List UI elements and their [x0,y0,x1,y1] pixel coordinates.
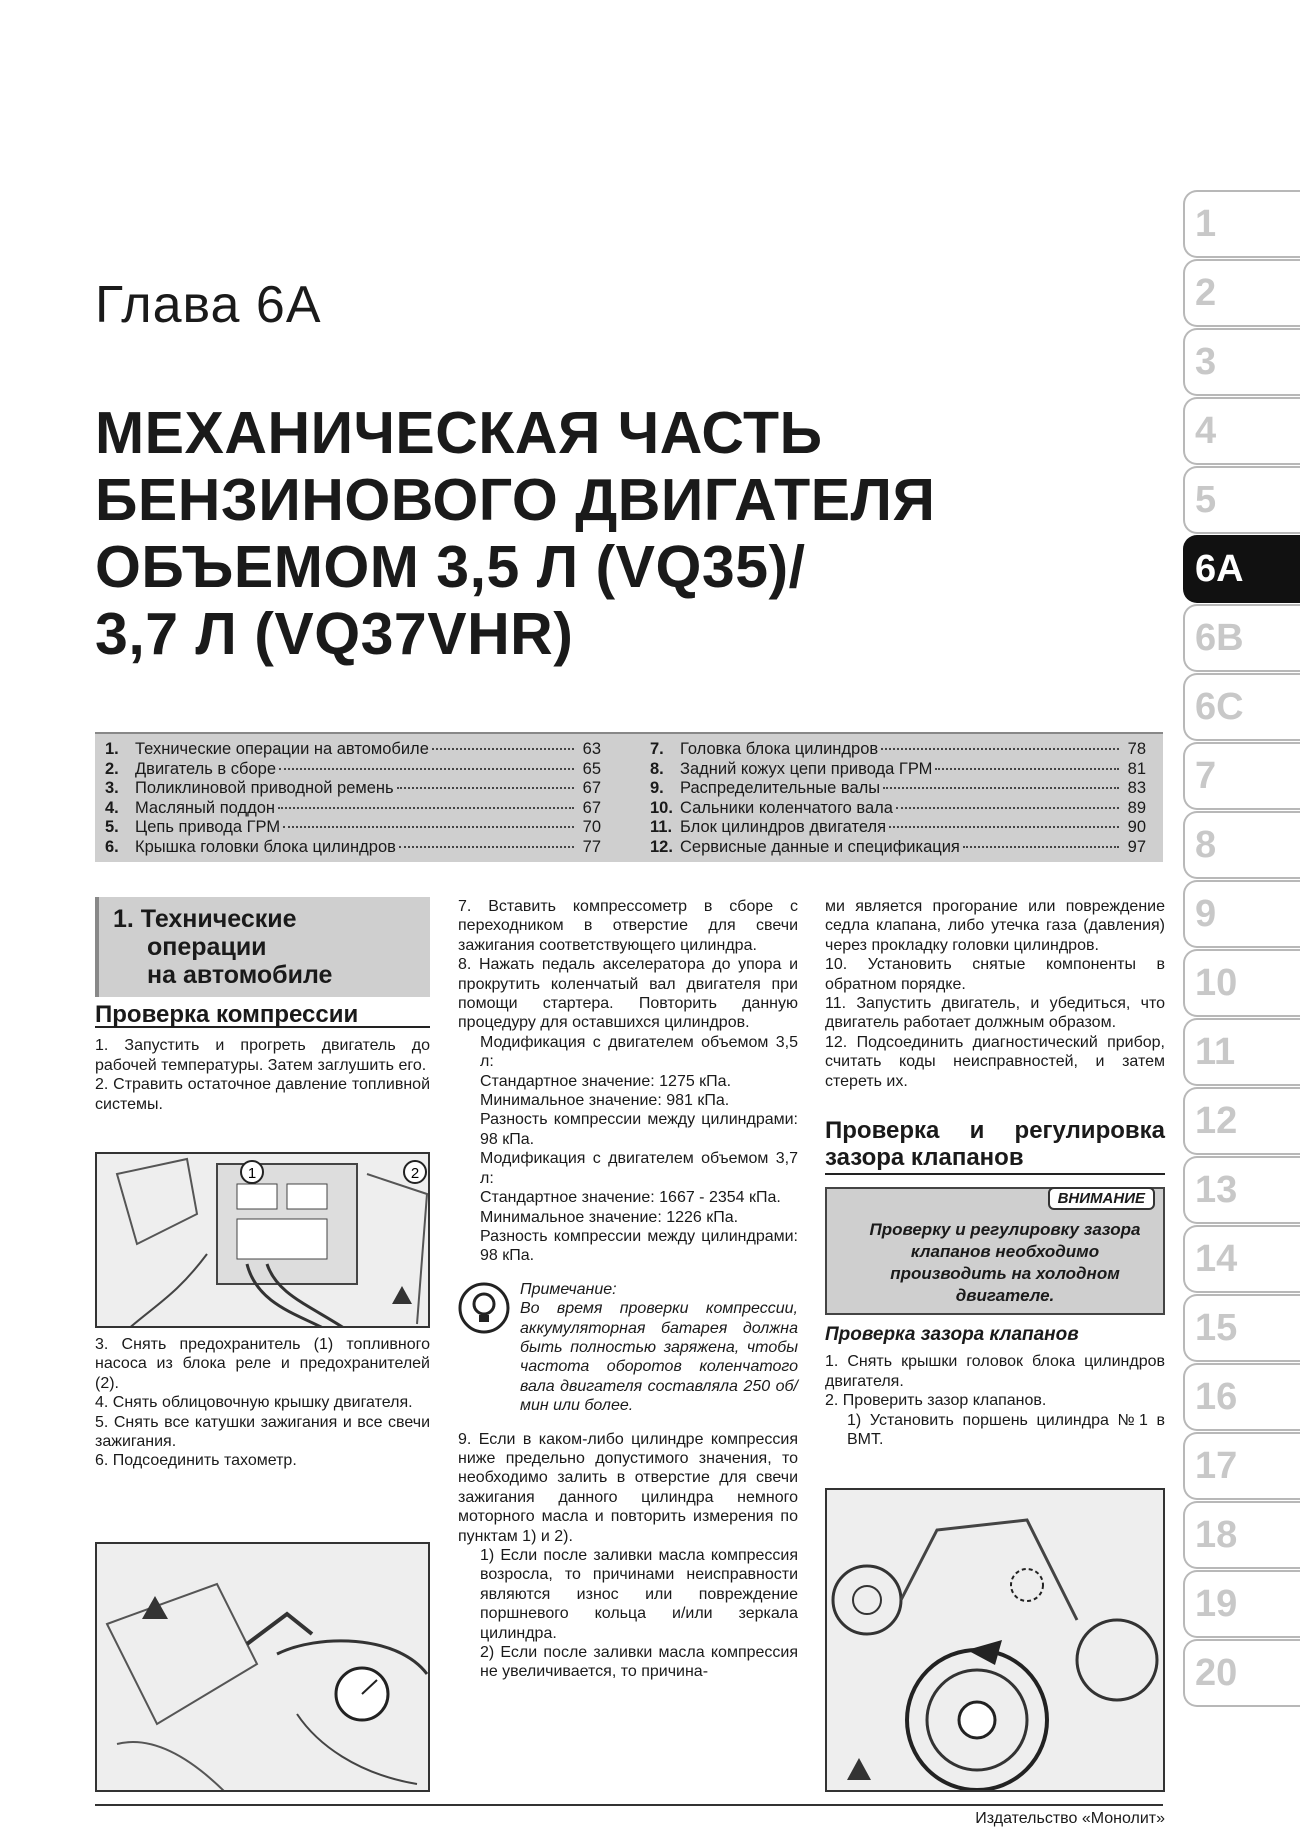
difference-37: Разность компрессии между цилиндрами: 98 кПа. [480,1227,798,1265]
toc-entry-label: Поликлиновой приводной ремень [135,779,394,798]
toc-entry-label: Крышка головки блока цилиндров [135,837,396,856]
callout-2: 2 [410,1165,420,1182]
column-3 [825,897,1165,1450]
note-title: Примечание: [520,1280,617,1298]
chapter-tab[interactable]: 2 [1183,259,1300,327]
warning-label: ВНИМАНИЕ [1048,1187,1155,1210]
toc-entry-page: 78 [1127,740,1146,758]
page-title [95,400,1075,668]
valve-check-subheading: Проверка зазора клапанов [825,1324,1079,1346]
toc-entry[interactable] [650,838,1146,858]
toc-entry[interactable] [105,740,601,760]
toc-entry-label: Двигатель в сборе [135,759,277,778]
toc-entry-label: Головка блока цилиндров [680,740,879,758]
step-5: 5. Снять все катушки зажигания и все свечи зажигания. [95,1413,430,1451]
chapter-tab[interactable]: 16 [1183,1363,1300,1431]
chapter-tab[interactable]: 14 [1183,1225,1300,1293]
compression-heading: Проверка компрессии [95,1005,430,1028]
toc-leader-dots [883,787,1119,789]
toc-entry[interactable] [105,760,601,780]
toc-entry-number: 8. [650,759,664,778]
chapter-tab[interactable]: 6С [1183,673,1300,741]
difference-35: Разность компрессии между цилиндрами: 98 кПа. [480,1111,798,1148]
valve-clearance-heading: Проверка и регулировка зазора клапанов [825,1117,1165,1175]
toc-entry-number: 10. [650,798,673,817]
chapter-tab[interactable]: 13 [1183,1156,1300,1224]
continued-text: ми является прогорание или повреждение седла клапана, либо утечка газа (давления) через прокладку головки цилиндров. [825,898,1165,954]
toc-entry-page: 65 [582,759,601,778]
toc-leader-dots [278,807,574,809]
crankshaft-pulley-figure [825,1488,1165,1792]
toc-entry-label: Блок цилиндров двигателя [680,818,887,837]
step-7: 7. Вставить компрессометр в сборе с переходником в отверстие для свечи зажигания соответствующего цилиндра. [458,898,798,954]
note-lamp-icon [458,1282,510,1334]
chapter-tab[interactable]: 11 [1183,1018,1300,1086]
toc-leader-dots [896,807,1119,809]
toc-leader-dots [935,768,1119,770]
step-9-case-1: 1) Если после заливки масла компрессия возросла, то причинами неисправности являются износ или повреждение поршневого кольца и/или зеркала цилиндра. [480,1547,798,1642]
title-line: МЕХАНИЧЕСКАЯ ЧАСТЬ [95,400,823,466]
valve-step-2: 2. Проверить зазор клапанов. [825,1392,1047,1410]
toc-entry-number: 1. [105,740,119,758]
minimum-value-37: Минимальное значение: 1226 кПа. [480,1208,739,1226]
valve-step-2-1: 1) Установить поршень цилиндра №1 в ВМТ. [847,1411,1165,1449]
toc-entry-number: 12. [650,837,673,856]
modification-35: Модификация с двигателем объемом 3,5 л: [480,1033,798,1071]
step-4: 4. Снять облицовочную крышку двигателя. [95,1394,413,1412]
toc-entry-number: 5. [105,818,119,837]
standard-value-37: Стандартное значение: 1667 - 2354 кПа. [480,1189,781,1207]
toc-entry[interactable] [105,799,601,819]
toc-leader-dots [283,826,574,828]
toc-entry[interactable] [105,838,601,858]
modification-37: Модификация с двигателем объемом 3,7 л: [480,1150,798,1187]
toc-entry[interactable] [105,779,601,799]
engine-fuse-figure [95,1152,430,1328]
toc-entry-label: Масляный поддон [135,798,275,817]
valve-step-1: 1. Снять крышки головок блока цилиндров двигателя. [825,1353,1165,1390]
toc-entry-number: 11. [650,818,673,837]
title-line: ОБЪЕМОМ 3,5 Л (VQ35)/ [95,534,806,600]
toc-entry-label: Технические операции на автомобиле [135,740,429,758]
callout-1: 1 [247,1165,257,1182]
toc-entry-number: 4. [105,798,119,817]
table-of-contents [95,732,1163,862]
column-1-continued [95,1335,430,1471]
toc-entry-page: 89 [1127,798,1146,817]
step-11: 11. Запустить двигатель, и убедиться, что двигатель работает должным образом. [825,995,1165,1032]
toc-entry-page: 77 [582,837,601,856]
publisher: Издательство «Монолит» [975,1810,1165,1827]
crankshaft-pulley-illustration [827,1490,1165,1792]
column-2 [458,897,798,1682]
chapter-tab[interactable]: 9 [1183,880,1300,948]
chapter-tab[interactable]: 7 [1183,742,1300,810]
chapter-tab[interactable]: 5 [1183,466,1300,534]
chapter-tab[interactable]: 6В [1183,604,1300,672]
step-9: 9. Если в каком-либо цилиндре компрессия ниже предельно допустимого значения, то необходимо залить в отверстие для свечи зажигания данного цилиндра немного моторного масла и повторить измерения по пунктам 1) и 2). [458,1430,798,1545]
chapter-tab[interactable]: 10 [1183,949,1300,1017]
toc-entry[interactable] [105,818,601,838]
toc-entry[interactable] [650,818,1146,838]
toc-entry-page: 97 [1127,837,1146,856]
toc-entry-number: 6. [105,837,119,856]
toc-entry[interactable] [650,779,1146,799]
engine-fuse-illustration [97,1154,430,1328]
toc-entry-page: 70 [582,818,601,837]
toc-entry-label: Цепь привода ГРМ [135,818,281,837]
chapter-tab[interactable]: 15 [1183,1294,1300,1362]
step-10: 10. Установить снятые компоненты в обратном порядке. [825,956,1165,993]
toc-entry-label: Распределительные валы [680,779,881,798]
step-1: 1. Запустить и прогреть двигатель до рабочей температуры. Затем заглушить его. [95,1037,430,1074]
section-title-line: 1. Технические [113,905,297,933]
chapter-tab[interactable]: 12 [1183,1087,1300,1155]
standard-value-35: Стандартное значение: 1275 кПа. [480,1072,732,1090]
toc-entry[interactable] [650,760,1146,780]
chapter-tab[interactable]: 4 [1183,397,1300,465]
toc-entry-number: 3. [105,779,119,798]
chapter-tab[interactable]: 1 [1183,190,1300,258]
step-3: 3. Снять предохранитель (1) топливного насоса из блока реле и предохранителей (2). [95,1336,430,1392]
toc-leader-dots [889,826,1119,828]
toc-entry-number: 7. [650,740,664,758]
toc-entry-page: 67 [582,798,601,817]
chapter-tab[interactable]: 8 [1183,811,1300,879]
chapter-tab[interactable]: 6А [1183,535,1300,603]
toc-entry[interactable] [650,799,1146,819]
title-line: БЕНЗИНОВОГО ДВИГАТЕЛЯ [95,467,936,533]
toc-leader-dots [279,768,574,770]
toc-entry[interactable] [650,740,1146,760]
toc-entry-label: Сервисные данные и спецификация [680,837,960,856]
section-title-line: операции [147,933,267,961]
toc-column-right [650,740,1146,858]
step-9-case-2: 2) Если после заливки масла компрессия не увеличивается, то причина- [480,1644,798,1681]
chapter-tab[interactable]: 17 [1183,1432,1300,1500]
toc-leader-dots [397,787,574,789]
column-1 [95,1001,430,1114]
section-title-line: на автомобиле [147,961,333,989]
compression-gauge-illustration [97,1544,430,1792]
chapter-label: Глава 6А [95,276,322,334]
chapter-tab[interactable]: 3 [1183,328,1300,396]
minimum-value-35: Минимальное значение: 981 кПа. [480,1092,730,1110]
warning-text: Проверку и регулировку зазора клапанов необходимо производить на холодном двигателе. [869,1220,1141,1306]
step-8: 8. Нажать педаль акселератора до упора и прокрутить коленчатый вал двигателя при помощи стартера. Повторить данную процедуру для оставшихся цилиндров. [458,956,798,1032]
chapter-tabs [1183,190,1300,1708]
chapter-tab[interactable]: 18 [1183,1501,1300,1569]
toc-entry-number: 2. [105,759,119,778]
warning-box [825,1187,1165,1315]
toc-entry-page: 81 [1127,759,1146,778]
chapter-tab[interactable]: 19 [1183,1570,1300,1638]
toc-entry-page: 83 [1127,779,1146,798]
step-6: 6. Подсоединить тахометр. [95,1452,297,1470]
toc-leader-dots [399,846,574,848]
toc-leader-dots [881,748,1119,750]
toc-leader-dots [432,748,574,750]
toc-entry-page: 90 [1127,818,1146,837]
step-12: 12. Подсоединить диагностический прибор, считать коды неисправностей, и затем стереть их. [825,1033,1165,1090]
title-line: 3,7 Л (VQ37VHR) [95,601,574,667]
toc-entry-page: 67 [582,779,601,798]
toc-entry-label: Задний кожух цепи привода ГРМ [680,759,933,778]
footer-rule [95,1804,1163,1806]
chapter-tab[interactable]: 20 [1183,1639,1300,1707]
toc-entry-page: 63 [582,740,601,758]
section-title-box [95,897,430,997]
note-block [458,1280,798,1416]
toc-column-left [105,740,601,858]
toc-entry-label: Сальники коленчатого вала [680,798,893,817]
toc-leader-dots [963,846,1119,848]
note-text: Во время проверки компрессии, аккумуляторная батарея должна быть полностью заряжена, чтобы частота оборотов коленчатого вала двигателя составляла 250 об/мин или более. [520,1300,798,1415]
toc-entry-number: 9. [650,779,664,798]
step-2: 2. Стравить остаточное давление топливной системы. [95,1076,430,1113]
tachometer-figure [95,1542,430,1792]
